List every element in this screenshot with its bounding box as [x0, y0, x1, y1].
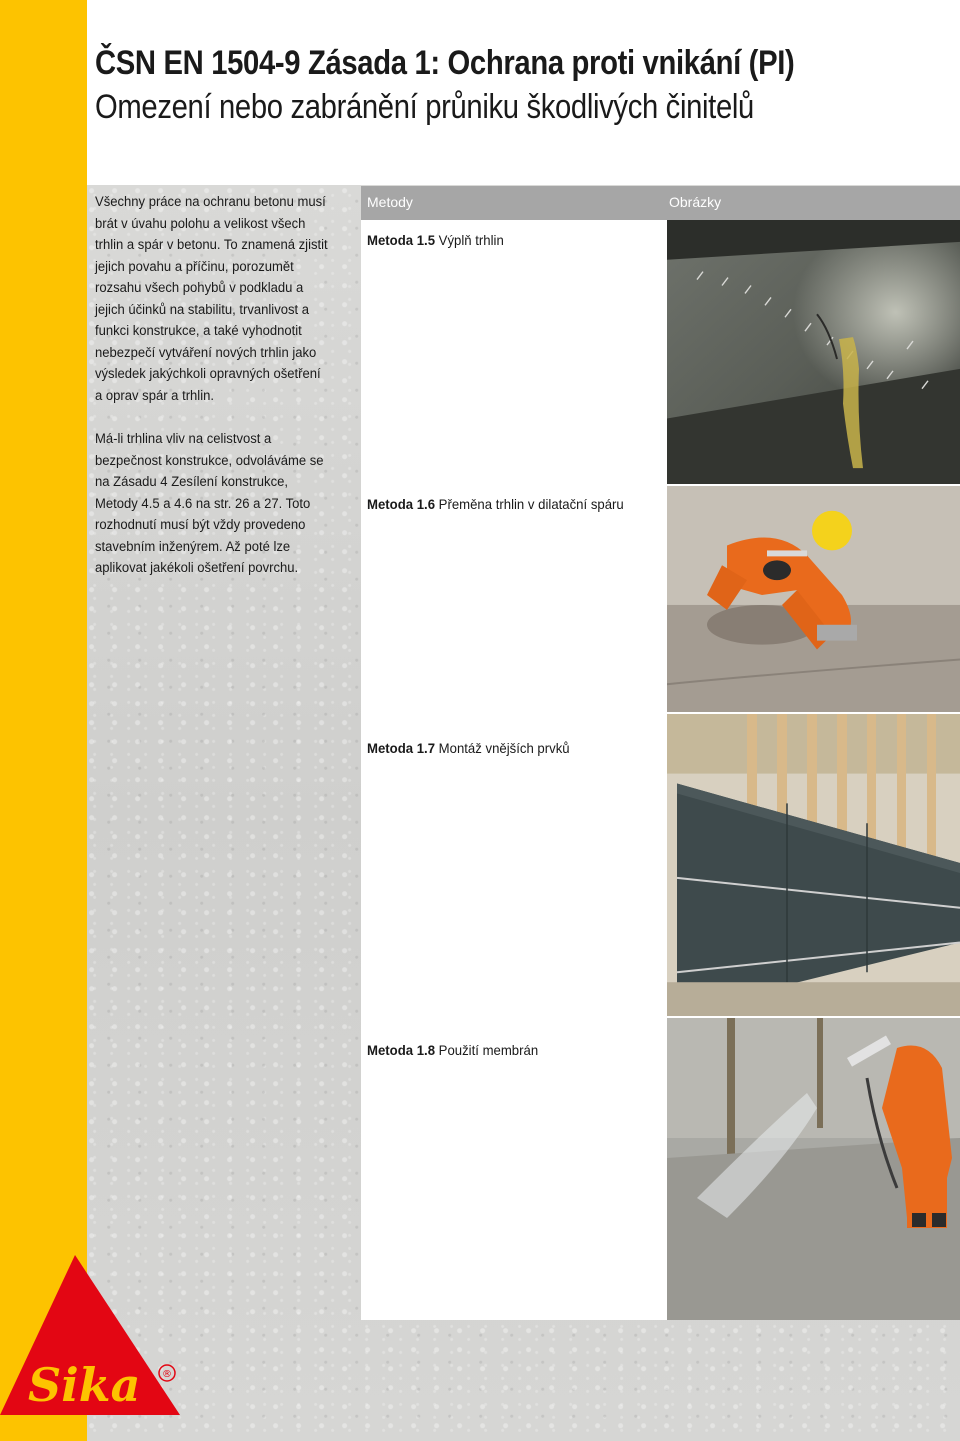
method-1-6 — [367, 496, 624, 512]
external-panels-photo — [667, 714, 960, 1018]
worker-joint-photo — [667, 486, 960, 714]
method-name: Přeměna trhlin v dilatační spáru — [438, 496, 624, 512]
method-number: Metoda 1.6 — [367, 496, 436, 512]
page-subtitle: Omezení nebo zabránění průniku škodlivých činitelů — [95, 88, 754, 126]
sika-logo — [0, 1255, 180, 1415]
title-area — [87, 0, 960, 185]
membrane-spray-photo — [667, 1018, 960, 1320]
yellow-side-band — [0, 0, 87, 1441]
registered-mark: ® — [162, 1369, 172, 1380]
intro-text — [95, 192, 330, 580]
method-name: Montáž vnějších prvků — [438, 740, 570, 756]
method-number: Metoda 1.5 — [367, 232, 436, 248]
intro-paragraph-2: Má-li trhlina vliv na celistvost a bezpečnost konstrukce, odvoláváme se na Zásadu 4 Zesílení konstrukce, Metody 4.5 a 4.6 na str. 26 a 27. Toto rozhodnutí musí být vždy provedeno stavebním inženýrem. Až poté lze aplikovat jakékoli ošetření povrchu. — [95, 431, 324, 576]
intro-paragraph-1: Všechny práce na ochranu betonu musí brát v úvahu polohu a velikost všech trhlin a spár v betonu. To znamená zjistit jejich povahu a příčinu, porozumět rozsahu všech pohybů v podkladu a jejich účinků na stabilitu, trvanlivost a funkci konstrukce, a také vyhodnotit nebezpečí vytváření nových trhlin jako výsledek jakýchkoli opravných ošetření a oprav spár a trhlin. — [95, 194, 328, 404]
method-name: Použití membrán — [438, 1042, 539, 1058]
method-number: Metoda 1.7 — [367, 740, 436, 756]
method-1-5 — [367, 232, 504, 248]
images-header: Obrázky — [667, 186, 960, 220]
logo-text: Sika — [28, 1358, 141, 1412]
page-title: ČSN EN 1504-9 Zásada 1: Ochrana proti vnikání (PI) — [95, 44, 795, 82]
methods-column — [361, 186, 667, 1320]
crack-injection-photo — [667, 220, 960, 486]
method-1-7 — [367, 740, 570, 756]
methods-header: Metody — [361, 186, 667, 220]
method-name: Výplň trhlin — [438, 232, 504, 248]
method-1-8 — [367, 1042, 538, 1058]
method-number: Metoda 1.8 — [367, 1042, 436, 1058]
